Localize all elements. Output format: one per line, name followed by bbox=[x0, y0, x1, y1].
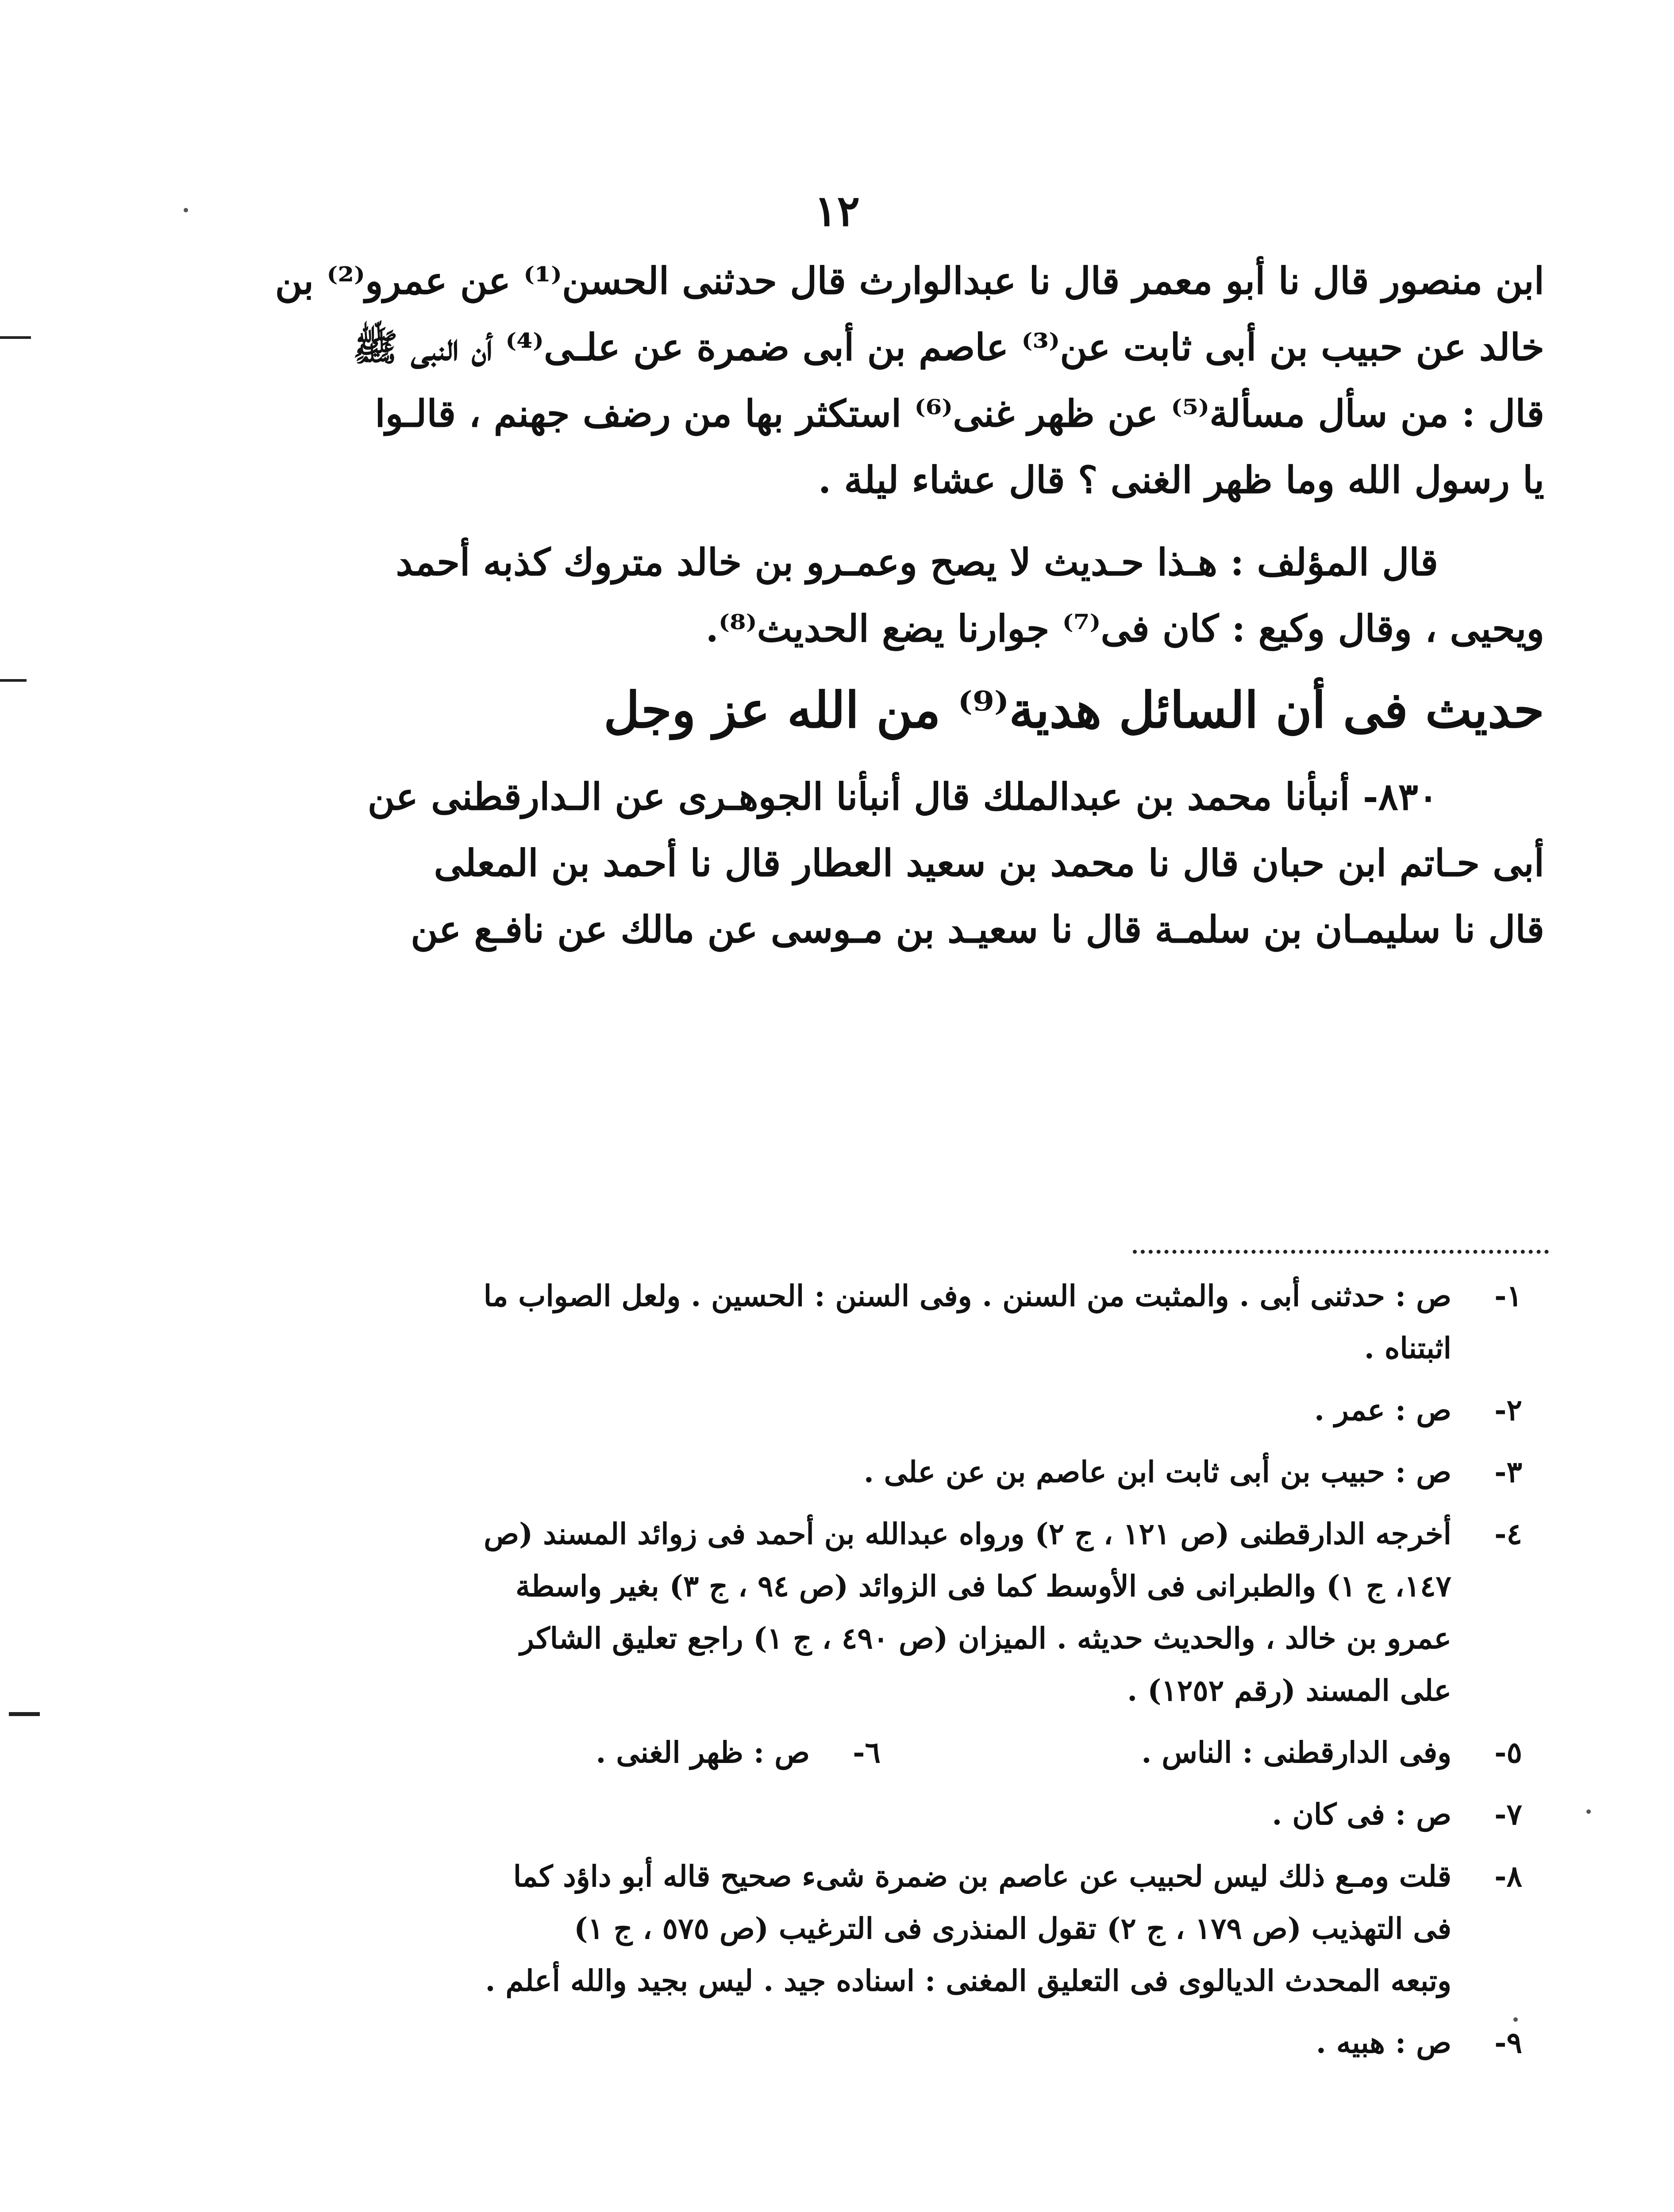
text-line: قال المؤلف : هـذا حـديث لا يصح وعمـرو بن خالد متروك كذبه أحمد bbox=[396, 540, 1438, 584]
footnote-number: ٥- bbox=[1494, 1735, 1522, 1770]
footnote-line: ص : حدثنى أبى . والمثبت من السنن . وفى السنن : الحسين . ولعل الصواب ما bbox=[483, 1279, 1451, 1313]
text-line: أبى حـاتم ابن حبان قال نا محمد بن سعيد العطار قال نا أحمد بن المعلى bbox=[434, 841, 1544, 885]
footnote-line: ص : فى كان . bbox=[1272, 1797, 1451, 1832]
paragraph-author-comment bbox=[239, 529, 1544, 662]
paragraph-hadith-829 bbox=[239, 248, 1544, 513]
text-line: ويحيى ، وقال وكيع : كان فى⁽⁷⁾ جوارنا يضع الحديث⁽⁸⁾. bbox=[705, 607, 1544, 650]
footnote-line: ١٤٧، ج ١) والطبرانى فى الأوسط كما فى الزوائد (ص ٩٤ ، ج ٣) بغير واسطة bbox=[516, 1569, 1451, 1603]
footnote-line: على المسند (رقم ١٢٥٢) . bbox=[1127, 1673, 1451, 1708]
footnote-line: ص : عمر . bbox=[1314, 1393, 1451, 1427]
footnote-line: ص : حبيب بن أبى ثابت ابن عاصم بن عن على . bbox=[863, 1455, 1451, 1489]
footnote-number: ٨- bbox=[1494, 1859, 1522, 1893]
footnote-number: ٢- bbox=[1494, 1393, 1522, 1427]
text-line: خالد عن حبيب بن أبى ثابت عن⁽³⁾ عاصم بن أبى ضمرة عن علـى⁽⁴⁾ أن النبى ﷺ bbox=[353, 325, 1544, 369]
footnote-row-5-6 bbox=[239, 1726, 1522, 1778]
paragraph-hadith-830 bbox=[239, 764, 1544, 963]
scan-speck bbox=[184, 208, 188, 212]
footnote-8 bbox=[239, 1850, 1522, 2007]
footnote-line: قلت ومـع ذلك ليس لحبيب عن عاصم بن ضمرة شىء صحيح قاله أبو داؤد كما bbox=[513, 1859, 1451, 1893]
footnote-line: وفى الدارقطنى : الناس . bbox=[1141, 1735, 1451, 1770]
main-text bbox=[239, 248, 1544, 963]
footnote-line: أخرجه الدارقطنى (ص ١٢١ ، ج ٢) ورواه عبدالله بن أحمد فى زوائد المسند (ص bbox=[484, 1517, 1451, 1551]
footnote-7 bbox=[239, 1788, 1522, 1840]
footnote-6 bbox=[239, 1726, 881, 1778]
text-line: قال : من سأل مسألة⁽⁵⁾ عن ظهر غنى⁽⁶⁾ استكثر بها من رضف جهنم ، قالـوا bbox=[375, 392, 1544, 435]
footnote-number: ٤- bbox=[1494, 1517, 1522, 1551]
footnotes bbox=[239, 1270, 1522, 2069]
margin-mark bbox=[0, 336, 31, 339]
footnote-line: ص : ظهر الغنى . bbox=[596, 1735, 810, 1770]
footnote-1 bbox=[239, 1270, 1522, 1374]
margin-mark bbox=[9, 1712, 40, 1716]
section-heading: حديث فى أن السائل هدية⁽⁹⁾ من الله عز وجل bbox=[604, 681, 1544, 739]
margin-mark bbox=[0, 679, 27, 682]
footnote-4 bbox=[239, 1508, 1522, 1717]
footnote-number: ١- bbox=[1494, 1279, 1522, 1313]
text-line: ٨٣٠- أنبأنا محمد بن عبدالملك قال أنبأنا الجوهـرى عن الـدارقطنى عن bbox=[367, 775, 1438, 818]
footnote-separator bbox=[1133, 1250, 1549, 1254]
footnote-line: اثبتناه . bbox=[1364, 1331, 1451, 1365]
footnote-number: ٩- bbox=[1494, 2025, 1522, 2060]
footnote-3 bbox=[239, 1446, 1522, 1498]
text-line: قال نا سليمـان بن سلمـة قال نا سعيـد بن مـوسى عن مالك عن نافـع عن bbox=[411, 907, 1544, 951]
text-line: يا رسول الله وما ظهر الغنى ؟ قال عشاء ليلة . bbox=[818, 458, 1544, 502]
footnote-number: ٦- bbox=[853, 1735, 881, 1770]
footnote-line: عمرو بن خالد ، والحديث حديثه . الميزان (ص ٤٩٠ ، ج ١) راجع تعليق الشاكر bbox=[520, 1621, 1451, 1655]
footnote-line: فى التهذيب (ص ١٧٩ ، ج ٢) تقول المنذرى فى الترغيب (ص ٥٧٥ ، ج ١) bbox=[574, 1911, 1451, 1946]
footnote-line: وتبعه المحدث الديالوى فى التعليق المغنى : اسناده جيد . ليس بجيد والله أعلم . bbox=[485, 1963, 1451, 1998]
footnote-line: ص : هبيه . bbox=[1316, 2025, 1451, 2060]
footnote-number: ٧- bbox=[1494, 1797, 1522, 1832]
page-number: ١٢ bbox=[814, 186, 860, 236]
footnote-5 bbox=[881, 1726, 1522, 1778]
footnote-2 bbox=[239, 1384, 1522, 1436]
text-line: ابن منصور قال نا أبو معمر قال نا عبدالوارث قال حدثنى الحسن⁽¹⁾ عن عمرو⁽²⁾ بن bbox=[275, 259, 1544, 303]
footnote-number: ٣- bbox=[1494, 1455, 1522, 1489]
scan-speck bbox=[1586, 1809, 1591, 1814]
footnote-9 bbox=[239, 2016, 1522, 2069]
scan-speck bbox=[1513, 2017, 1518, 2022]
